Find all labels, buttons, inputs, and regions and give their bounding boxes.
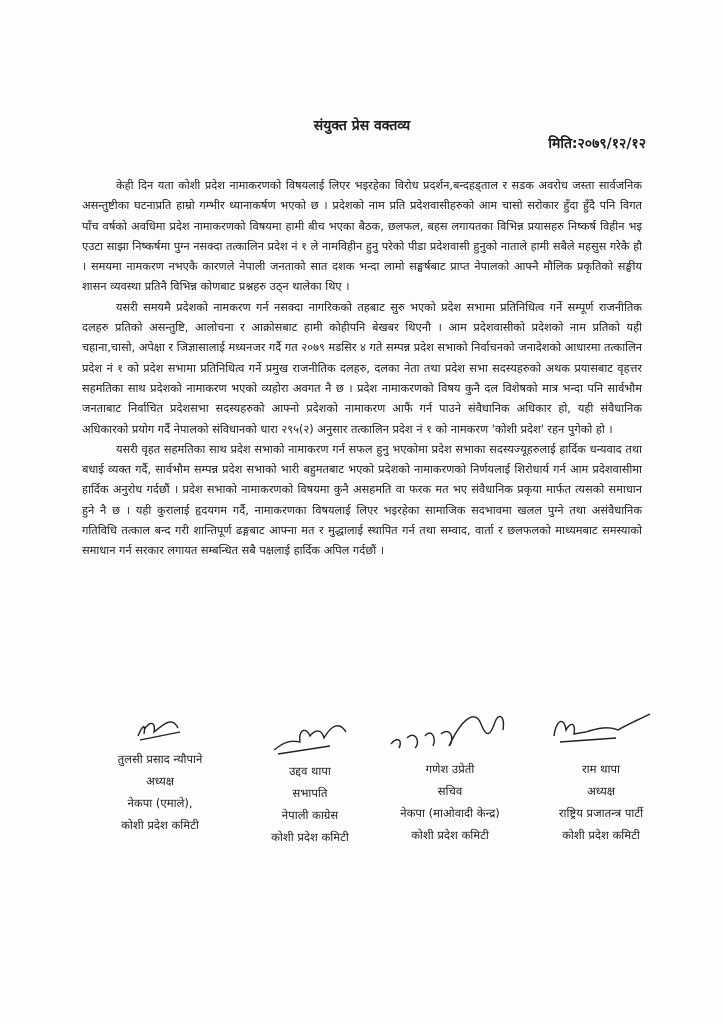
signature-4 <box>546 696 656 758</box>
signatory-3-position: सचिव <box>437 784 463 798</box>
signatory-2-party: नेपाली काग्रेस <box>281 808 339 822</box>
signature-3 <box>385 700 515 758</box>
document-title: संयुक्त प्रेस वक्तव्य <box>313 118 411 134</box>
paragraph-3: यसरी वृहत सहमतिका साथ प्रदेश सभाको नामाकरण गर्न सफल हुनु भएकोमा प्रदेश सभाका सदस्यज्यूहरुलाई हार्दिक धन्यवाद तथा बधाई व्यक्त गर्दै, सार्वभौम सम्पन्न प्रदेश सभाको भारी बहुमतबाट भएको प्रदेशको नामाकरणको निर्णयलाई शिरोधार्य गर्न आम प्रदेशवासीमा हार्दिक अनुरोध गर्दछौं । प्रदेश सभाको नामाकरणको विषयमा कुनै असहमति वा फरक मत भए संवैधानिक प्रकृया मार्फत त्यसको समाधान हुने नै छ । यही कुरालाई हृदयगम गर्दै, नामाकरणका विषयलाई लिएर भइरहेका सामाजिक सदभावमा खलल पुग्ने तथा असंवैधानिक गतिविधि तत्काल बन्द गरी शान्तिपूर्ण ढङ्गबाट आफ्ना मत र मुद्धालाई स्थापित गर्न तथा सम्वाद, वार्ता र छलफलको माध्यमबाट समस्याको समाधान गर्न सरकार लगायत सम्बन्धित सबै पक्षलाई हार्दिक अपिल गर्दछौं । <box>82 442 642 558</box>
signatory-1-committee: कोशी प्रदेश कमिटी <box>121 818 199 832</box>
signatory-2-name: उद्दव थापा <box>289 764 331 778</box>
signatory-2-position: सभापति <box>292 786 328 800</box>
signatory-2 <box>250 712 370 848</box>
signature-1 <box>120 700 200 748</box>
signatory-4-name: राम थापा <box>581 762 621 776</box>
signatory-1 <box>100 700 220 836</box>
signatory-3-name: गणेश उप्रेती <box>425 762 475 776</box>
signatory-4-position: अध्यक्ष <box>586 784 616 798</box>
statement-body <box>82 176 642 562</box>
signatory-4-party: राष्ट्रिय प्रजातन्त्र पार्टी <box>558 806 644 820</box>
signatory-4 <box>526 696 676 846</box>
signatory-3-committee: कोशी प्रदेश कमिटी <box>411 828 489 842</box>
paragraph-1: केही दिन यता कोशी प्रदेश नामाकरणको विषयलाई लिएर भइरहेका विरोध प्रदर्शन,बन्दहड्ताल र सडक अवरोध जस्ता सार्वजनिक असन्तुष्टीका घटनाप्रति हाम्रो गम्भीर ध्यानाकर्षण भएको छ । प्रदेशको नाम प्रति प्रदेशवासीहरुको आम चासो सरोकार हुँदा हुँदै पनि विगत पाँच वर्षको अवधिमा प्रदेश नामाकरणको विषयमा हामी बीच भएका बैठक, छलफल, बहस लगायतका विभिन्न प्रयासहरु निष्कर्ष विहीन भइ एउटा साझा निष्कर्षमा पुग्न नसक्दा तत्कालिन प्रदेश नं १ ले नामविहीन हुनु परेको पीडा प्रदेशवासी हुनुको नाताले हामी सबैले महसुस गरेकै हौ । समयमा नामकरण नभएकै कारणले नेपाली जनताको सात दशक भन्दा लामो सङ्घर्षबाट प्राप्त नेपालको आफ्नै मौलिक प्रकृतिको सङ्घीय शासन व्यवस्था प्रतिनै विभिन्न कोणबाट प्रश्नहरु उठ्न थालेका थिए । <box>82 179 642 294</box>
document-date: मिति:२०७९/१२/१२ <box>548 136 646 152</box>
signatory-1-position: अध्यक्ष <box>145 774 175 788</box>
paragraph-2: यसरी समयमै प्रदेशको नामकरण गर्न नसक्दा नागरिकको तहबाट सुरु भएको प्रदेश सभामा प्रतिनिधित्व गर्ने सम्पूर्ण राजनीतिक दलहरु प्रतिको असन्तुष्टि, आलोचना र आक्रोसबाट हामी कोहीपनि बेखबर थिएनौ । आम प्रदेशवासीको प्रदेशको नाम प्रतिको यही चहाना,चासो, अपेक्षा र जिज्ञासालाई मध्यनजर गर्दै गत २०७९ मडसिर ४ गते सम्पन्न प्रदेश सभाको निर्वाचनको जनादेशको आधारमा तत्कालिन प्रदेश नं १ को प्रदेश सभामा प्रतिनिधित्व गर्ने प्रमुख राजनीतिक दलहरु, दलका नेता तथा प्रदेश सभा सदस्यहरुको अथक प्रयासबाट वृहत्तर सहमतिका साथ प्रदेशको नामाकरण भएको व्यहोरा अवगत नै छ । प्रदेश नामाकरणको विषय कुनै दल विशेषको मात्र भन्दा पनि सार्वभौम जनताबाट निर्वाचित प्रदेशसभा सदस्यहरुको आफ्नो प्रदेशको नामाकरण आफैं गर्न पाउने संवैधानिक अधिकार हो, यही संवैधानिक अधिकारको प्रयोग गर्दै नेपालको संविधानको धारा २९५(२) अनुसार तत्कालिन प्रदेश नं १ को नामकरण 'कोशी प्रदेश' रहन पुगेको हो । <box>82 300 642 436</box>
signatory-1-name: तुलसी प्रसाद न्यौपाने <box>117 752 203 766</box>
signatory-1-party: नेकपा (एमाले), <box>127 796 193 810</box>
signatory-3 <box>380 700 520 846</box>
signatory-3-party: नेकपा (माओवादी केन्द्र) <box>400 806 500 820</box>
signatory-2-committee: कोशी प्रदेश कमिटी <box>271 830 349 844</box>
signature-2 <box>260 712 360 760</box>
signatory-4-committee: कोशी प्रदेश कमिटी <box>562 828 640 842</box>
